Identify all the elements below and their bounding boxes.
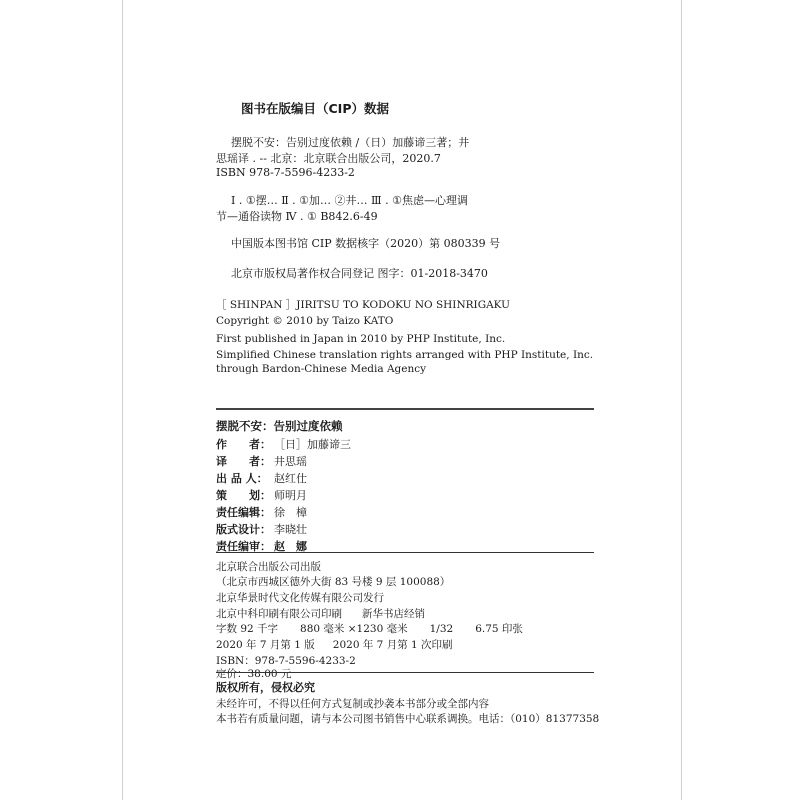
book-title: 摆脱不安：告别过度依赖 [216,419,343,433]
credit-value: ［日］加藤谛三 [274,438,351,451]
credit-label: 译 者： [216,455,271,468]
credit-value: 徐 樟 [274,506,307,519]
printer: 北京中科印刷有限公司印刷 [216,608,342,620]
original-title: ［ SHINPAN ］JIRITSU TO KODOKU NO SHINRIGAKU [216,299,510,311]
publisher-address: （北京市西城区德外大街 83 号楼 9 层 100088） [216,576,451,588]
rights-title: 版权所有，侵权必究 [216,681,315,694]
credit-row-translator [216,453,307,468]
cip-line-1: 摆脱不安：告别过度依赖 /（日）加藤谛三著；井 [231,136,470,149]
credit-value: 井思瑶 [274,455,307,468]
cip-title: 图书在版编目（CIP）数据 [241,101,389,116]
seller: 新华书店经销 [362,608,425,620]
sheet-count: 6.75 印张 [475,623,523,635]
copyright-page [122,0,682,800]
credit-label: 策 划： [216,489,271,502]
agency-line: through Bardon-Chinese Media Agency [216,363,427,375]
credit-value: 李晓壮 [274,523,307,536]
edition-line [216,637,453,652]
cip-line-2: 思瑶译 . -- 北京：北京联合出版公司，2020.7 [216,152,441,165]
word-count: 字数 92 千字 [216,623,279,635]
format: 1/32 [429,623,454,635]
credit-label: 责任编辑： [216,506,271,519]
price: 定价：38.00 元 [216,668,292,680]
rights-line-1: 未经许可，不得以任何方式复制或抄袭本书部分或全部内容 [216,698,489,710]
credit-label: 版式设计： [216,523,271,536]
credit-value: 赵 娜 [274,540,307,553]
credit-row-author [216,436,351,451]
printing: 2020 年 7 月第 1 次印刷 [332,639,453,651]
cip-number: 中国版本图书馆 CIP 数据核字（2020）第 080339 号 [231,237,501,250]
publication-top-rule [216,552,594,553]
cip-classification-1: Ⅰ . ①摆… Ⅱ . ①加… ②井… Ⅲ . ①焦虑—心理调 [231,194,468,207]
credit-value: 赵红仕 [274,472,307,485]
rights-line-2: 本书若有质量问题，请与本公司图书销售中心联系调换。电话：（010）81377358 [216,713,600,725]
specs-line [216,621,523,636]
translation-rights-line: Simplified Chinese translation rights arranged with PHP Institute, Inc. [216,349,594,361]
credit-value: 师明月 [274,489,307,502]
copyright-line: Copyright © 2010 by Taizo KATO [216,315,394,327]
distributor: 北京华景时代文化传媒有限公司发行 [216,592,384,604]
credit-label: 出 品 人： [216,472,268,485]
credit-row-editor [216,504,307,519]
credit-row-producer [216,470,307,485]
cip-isbn: ISBN 978-7-5596-4233-2 [216,166,355,179]
publisher: 北京联合出版公司出版 [216,561,321,573]
credit-label: 责任编审： [216,540,271,553]
rights-top-rule [216,672,594,673]
credit-row-reviewer [216,538,307,553]
printer-seller-line [216,606,425,621]
credit-row-planner [216,487,307,502]
paper-size: 880 毫米 ×1230 毫米 [300,623,408,635]
credits-top-rule [216,408,594,411]
publication-isbn: ISBN：978-7-5596-4233-2 [216,655,356,667]
cip-classification-2: 节—通俗读物 Ⅳ . ① B842.6-49 [216,210,378,223]
first-published-line: First published in Japan in 2010 by PHP Institute, Inc. [216,333,506,345]
credit-label: 作 者： [216,438,271,451]
edition: 2020 年 7 月第 1 版 [216,639,315,651]
credit-row-layout [216,521,307,536]
copyright-registration: 北京市版权局著作权合同登记 图字：01-2018-3470 [231,267,488,280]
